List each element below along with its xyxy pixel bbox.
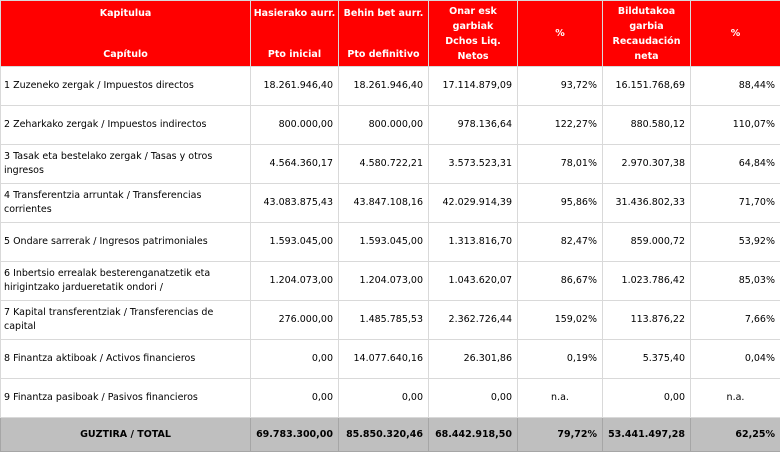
total-pct-2: 62,25% [691,418,780,452]
row-pto-inicial: 18.261.946,40 [251,67,339,106]
header-pct-1: % [518,1,603,67]
header-recaudacion-line1: Bildutakoa [603,4,690,19]
header-dchos-liq-line3: Dchos Liq. [429,34,517,49]
row-pto-definitivo: 1.485.785,53 [339,301,429,340]
header-dchos-liq [429,1,518,67]
row-recaudacion: 880.580,12 [603,106,691,145]
header-chapter-es: Capítulo [1,49,250,60]
row-pct-2: n.a. [691,379,780,418]
header-chapter [1,1,251,67]
row-label: 3 Tasak eta bestelako zergak / Tasas y otros ingresos [1,145,251,184]
header-pct-2: % [691,1,780,67]
total-label: GUZTIRA / TOTAL [1,418,251,452]
row-pto-inicial: 800.000,00 [251,106,339,145]
total-row [1,418,780,452]
row-pto-definitivo: 4.580.722,21 [339,145,429,184]
header-recaudacion-line2: garbia [603,19,690,34]
row-pct-2: 71,70% [691,184,780,223]
row-pct-2: 0,04% [691,340,780,379]
row-pct-1: 0,19% [518,340,603,379]
row-dchos-liq: 17.114.879,09 [429,67,518,106]
row-recaudacion: 113.876,22 [603,301,691,340]
row-pct-1: 86,67% [518,262,603,301]
row-label: 2 Zeharkako zergak / Impuestos indirectos [1,106,251,145]
row-recaudacion: 16.151.768,69 [603,67,691,106]
row-pto-definitivo: 1.593.045,00 [339,223,429,262]
row-pto-inicial: 0,00 [251,379,339,418]
header-recaudacion [603,1,691,67]
row-pto-definitivo: 0,00 [339,379,429,418]
row-pto-definitivo: 14.077.640,16 [339,340,429,379]
table-row [1,145,780,184]
table-row [1,301,780,340]
row-pct-2: 110,07% [691,106,780,145]
row-pto-inicial: 1.593.045,00 [251,223,339,262]
row-label: 8 Finantza aktiboak / Activos financieros [1,340,251,379]
row-recaudacion: 31.436.802,33 [603,184,691,223]
table-row [1,67,780,106]
table-body [1,67,780,418]
row-pct-2: 85,03% [691,262,780,301]
row-dchos-liq: 2.362.726,44 [429,301,518,340]
row-pct-2: 88,44% [691,67,780,106]
total-recaudacion: 53.441.497,28 [603,418,691,452]
row-pct-1: 159,02% [518,301,603,340]
row-dchos-liq: 978.136,64 [429,106,518,145]
total-pto-inicial: 69.783.300,00 [251,418,339,452]
table-row [1,106,780,145]
header-dchos-liq-line2: garbiak [429,19,517,34]
row-label: 6 Inbertsio errealak besterenganatzetik eta hirigintzako jardueretatik ondori / [1,262,251,301]
header-dchos-liq-line1: Onar esk [429,4,517,19]
header-recaudacion-line3: Recaudación [603,34,690,49]
row-dchos-liq: 1.043.620,07 [429,262,518,301]
row-recaudacion: 2.970.307,38 [603,145,691,184]
row-pto-inicial: 0,00 [251,340,339,379]
row-pct-1: 122,27% [518,106,603,145]
header-chapter-eu: Kapitulua [1,8,250,19]
row-label: 1 Zuzeneko zergak / Impuestos directos [1,67,251,106]
row-pto-inicial: 276.000,00 [251,301,339,340]
table-row [1,340,780,379]
table-row [1,223,780,262]
row-recaudacion: 5.375,40 [603,340,691,379]
table-header [1,1,780,67]
row-dchos-liq: 26.301,86 [429,340,518,379]
row-dchos-liq: 3.573.523,31 [429,145,518,184]
row-dchos-liq: 0,00 [429,379,518,418]
row-pct-1: n.a. [518,379,603,418]
header-pto-definitivo-eu: Behin bet aurr. [339,8,428,19]
row-dchos-liq: 42.029.914,39 [429,184,518,223]
row-label: 4 Transferentzia arruntak / Transferencias corrientes [1,184,251,223]
row-pto-definitivo: 800.000,00 [339,106,429,145]
row-pto-definitivo: 43.847.108,16 [339,184,429,223]
row-pto-inicial: 1.204.073,00 [251,262,339,301]
row-pto-inicial: 4.564.360,17 [251,145,339,184]
table-row [1,184,780,223]
row-recaudacion: 1.023.786,42 [603,262,691,301]
row-dchos-liq: 1.313.816,70 [429,223,518,262]
table-row [1,379,780,418]
row-recaudacion: 859.000,72 [603,223,691,262]
table-total [1,418,780,452]
header-pto-definitivo-es: Pto definitivo [339,49,428,60]
row-pct-1: 93,72% [518,67,603,106]
header-dchos-liq-line4: Netos [429,49,517,64]
row-pct-2: 53,92% [691,223,780,262]
header-pto-inicial-eu: Hasierako aurr. [251,8,338,19]
row-label: 5 Ondare sarrerak / Ingresos patrimoniales [1,223,251,262]
row-label: 7 Kapital transferentziak / Transferencias de capital [1,301,251,340]
row-pct-1: 95,86% [518,184,603,223]
table-row [1,262,780,301]
row-label: 9 Finantza pasiboak / Pasivos financieros [1,379,251,418]
row-recaudacion: 0,00 [603,379,691,418]
header-pto-inicial [251,1,339,67]
row-pct-1: 78,01% [518,145,603,184]
header-pto-definitivo [339,1,429,67]
row-pto-definitivo: 1.204.073,00 [339,262,429,301]
row-pct-2: 64,84% [691,145,780,184]
row-pto-inicial: 43.083.875,43 [251,184,339,223]
header-recaudacion-line4: neta [603,49,690,64]
total-dchos-liq: 68.442.918,50 [429,418,518,452]
total-pct-1: 79,72% [518,418,603,452]
row-pct-1: 82,47% [518,223,603,262]
header-pto-inicial-es: Pto inicial [251,49,338,60]
row-pto-definitivo: 18.261.946,40 [339,67,429,106]
row-pct-2: 7,66% [691,301,780,340]
total-pto-definitivo: 85.850.320,46 [339,418,429,452]
